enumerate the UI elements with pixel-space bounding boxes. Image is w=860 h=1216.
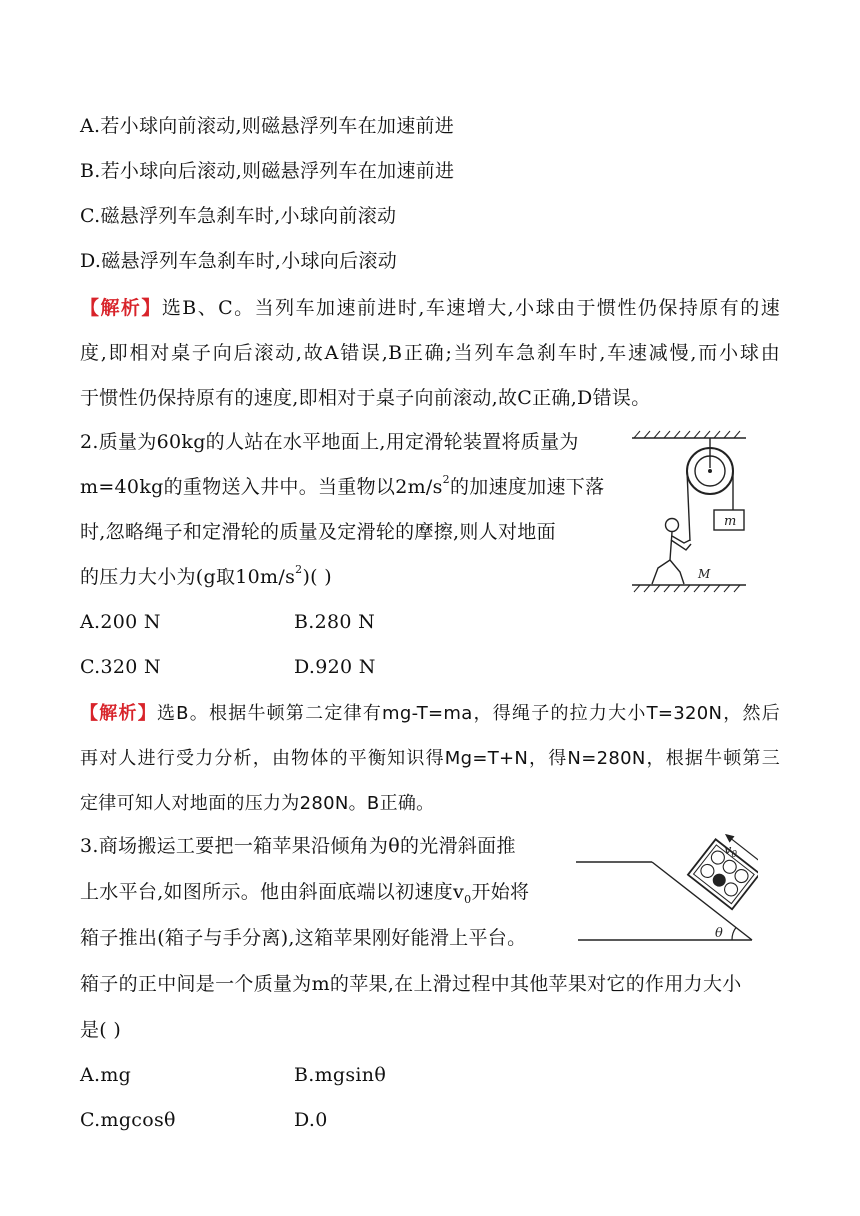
q1-option-c: C.磁悬浮列车急刹车时,小球向前滚动	[80, 205, 397, 227]
velocity-label: $v_0$	[724, 843, 738, 860]
q3-stem-line-1: 3.商场搬运工要把一箱苹果沿倾角为θ的光滑斜面推	[80, 835, 516, 857]
q3-stem-line-5: 是( )	[80, 1019, 122, 1041]
q1-option-a: A.若小球向前滚动,则磁悬浮列车在加速前进	[80, 115, 455, 137]
q2-explanation-line-1: 【解析】选B。根据牛顿第二定律有mg-T=ma，得绳子的拉力大小T=320N，然后	[80, 703, 781, 724]
q1-analysis-tag: 【解析】	[80, 297, 162, 319]
q2-stem-line-1: 2.质量为60kg的人站在水平地面上,用定滑轮装置将质量为	[80, 431, 579, 453]
q1-explanation-line-2: 度,即相对桌子向后滚动,故A错误,B正确;当列车急刹车时,车速减慢,而小球由	[80, 342, 780, 364]
q2-explanation-line-2: 再对人进行受力分析，由物体的平衡知识得Mg=T+N，得N=280N，根据牛顿第三	[80, 748, 780, 769]
q3-option-c: C.mgcosθ	[80, 1109, 176, 1131]
q1-option-b: B.若小球向后滚动,则磁悬浮列车在加速前进	[80, 160, 455, 182]
q1-option-d: D.磁悬浮列车急刹车时,小球向后滚动	[80, 250, 398, 272]
pulley-mass-label: m	[724, 514, 737, 529]
q2-option-d: D.920 N	[294, 656, 376, 678]
q2-explanation-line-3: 定律可知人对地面的压力为280N。B正确。	[80, 793, 435, 814]
q3-stem-line-4: 箱子的正中间是一个质量为m的苹果,在上滑过程中其他苹果对它的作用力大小	[80, 973, 742, 995]
q3-option-a: A.mg	[80, 1064, 132, 1086]
incline-angle-label: θ	[715, 926, 723, 941]
q1-explanation-line-3: 于惯性仍保持原有的速度,即相对于桌子向前滚动,故C正确,D错误。	[80, 387, 651, 409]
q2-stem-line-3: 时,忽略绳子和定滑轮的质量及定滑轮的摩擦,则人对地面	[80, 521, 556, 543]
q3-option-b: B.mgsinθ	[294, 1064, 387, 1086]
q2-stem-line-4: 的压力大小为(g取$10m/s^2$)( )	[80, 562, 332, 588]
q2-option-c: C.320 N	[80, 656, 161, 678]
pulley-person-label: M	[698, 567, 711, 581]
q2-analysis-tag: 【解析】	[80, 703, 157, 724]
q2-option-a: A.200 N	[80, 611, 161, 633]
q2-option-b: B.280 N	[294, 611, 376, 633]
pulley-figure	[628, 428, 750, 596]
q3-stem-line-3: 箱子推出(箱子与手分离),这箱苹果刚好能滑上平台。	[80, 927, 527, 949]
q1-explanation-line-1: 【解析】选B、C。当列车加速前进时,车速增大,小球由于惯性仍保持原有的速	[80, 297, 780, 319]
q3-option-d: D.0	[294, 1109, 328, 1131]
q2-stem-line-2: m=40kg的重物送入井中。当重物以$2m/s^2$的加速度加速下落	[80, 472, 605, 498]
incline-figure	[574, 834, 758, 946]
q3-stem-line-2: 上水平台,如图所示。他由斜面底端以初速度$v_0$开始将	[80, 881, 530, 906]
